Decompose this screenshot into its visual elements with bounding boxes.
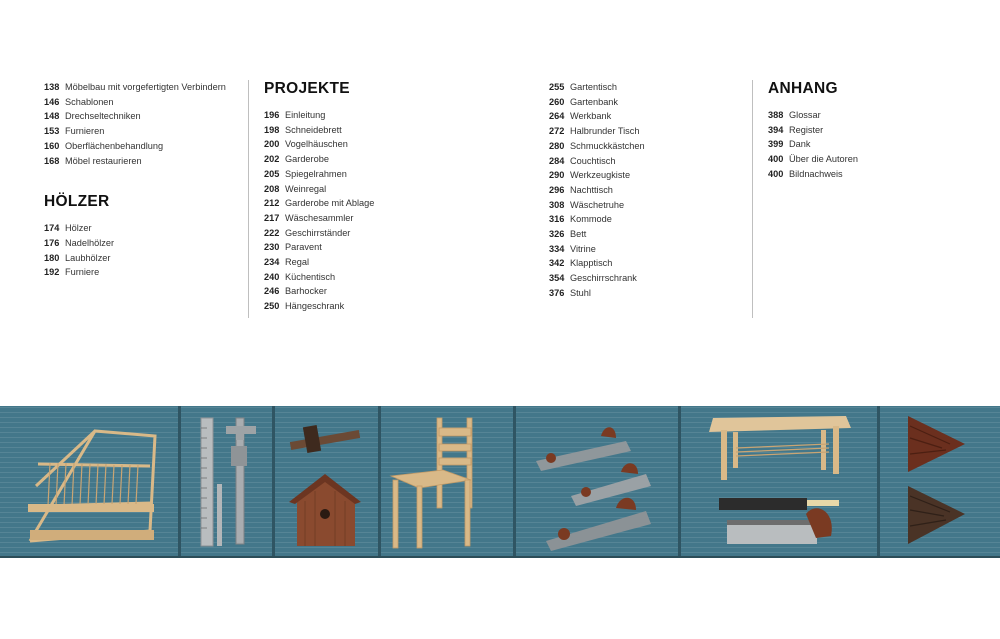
toc-entry[interactable] (44, 265, 239, 280)
toc-page-number: 280 (549, 140, 565, 151)
toc-title: Garderobe (285, 154, 329, 165)
toc-page-number: 153 (44, 126, 60, 137)
toc-title: Halbrunder Tisch (570, 126, 640, 137)
toc-title: Wäschesammler (285, 212, 354, 223)
hand-planes-image (516, 406, 678, 558)
toc-entry[interactable] (264, 299, 494, 314)
toc-page-number: 260 (549, 96, 565, 107)
toc-entry[interactable] (549, 227, 749, 242)
ruler-caliper-illustration (181, 406, 272, 558)
toc-column-intro (44, 80, 239, 280)
toc-entry[interactable] (264, 123, 494, 138)
section-heading-hoelzer: HÖLZER (44, 193, 110, 211)
toc-title: Schneidebrett (285, 124, 342, 135)
toc-title: Geschirrständer (285, 227, 351, 238)
toc-page-number: 400 (768, 154, 784, 165)
toc-page-number: 308 (549, 199, 565, 210)
toc-list-projekte (264, 108, 494, 314)
toc-title: Werkbank (570, 111, 612, 122)
toc-page-number: 255 (549, 82, 565, 92)
toc-entry[interactable] (264, 240, 494, 255)
gauge-birdhouse-illustration (275, 406, 378, 558)
toc-page-number: 342 (549, 258, 565, 269)
toc-page-number: 290 (549, 170, 565, 181)
toc-page-number: 250 (264, 301, 280, 312)
toc-entry[interactable] (768, 108, 968, 123)
toc-title: Kommode (570, 214, 612, 225)
toc-entry[interactable] (44, 109, 239, 124)
hand-planes-illustration (516, 406, 678, 558)
toc-title: Barhocker (285, 286, 327, 297)
toc-page-number: 212 (264, 198, 280, 209)
toc-entry[interactable] (549, 95, 749, 110)
toc-title: Möbel restaurieren (65, 155, 142, 166)
toc-title: Dank (789, 139, 811, 150)
toc-title: Über die Autoren (789, 154, 858, 165)
toc-title: Nachttisch (570, 184, 613, 195)
toc-entry[interactable] (768, 152, 968, 167)
toc-title: Register (789, 124, 824, 135)
toc-page-number: 354 (549, 273, 565, 284)
toc-entry[interactable] (44, 80, 239, 95)
toc-column-projekte-continued (549, 80, 749, 301)
toc-title: Stuhl (570, 287, 591, 298)
toc-entry[interactable] (549, 109, 749, 124)
toc-entry[interactable] (264, 226, 494, 241)
toc-entry[interactable] (549, 242, 749, 257)
toc-entry[interactable] (44, 124, 239, 139)
toc-title: Vogelhäuschen (285, 139, 348, 150)
toc-page-number: 138 (44, 82, 60, 92)
toc-column-projekte (264, 80, 494, 314)
toc-title: Nadelhölzer (65, 237, 115, 248)
chair-illustration (381, 406, 513, 558)
toc-title: Klapptisch (570, 258, 613, 269)
toc-page-number: 192 (44, 267, 60, 278)
toc-entry[interactable] (549, 271, 749, 286)
toc-title: Oberflächenbehandlung (65, 140, 164, 151)
toc-entry[interactable] (264, 284, 494, 299)
toc-entry[interactable] (549, 80, 749, 95)
toc-entry[interactable] (549, 183, 749, 198)
coffee-table-saw-image (681, 406, 877, 558)
toc-page-number: 272 (549, 126, 565, 137)
toc-title: Schmuckkästchen (570, 140, 645, 151)
toc-page-number: 394 (768, 124, 784, 135)
toc-entry[interactable] (44, 251, 239, 266)
toc-page-number: 230 (264, 242, 280, 253)
toc-list-projekte-continued (549, 80, 749, 301)
toc-entry[interactable] (549, 139, 749, 154)
wood-samples-image (880, 406, 1000, 558)
toc-page-number: 388 (768, 110, 784, 120)
toc-title: Laubhölzer (65, 252, 111, 263)
marking-gauge-birdhouse-image (275, 406, 378, 558)
toc-page-number: 168 (44, 155, 60, 166)
toc-title: Möbelbau mit vorgefertigten Verbindern (65, 82, 226, 92)
image-strip (0, 406, 1000, 558)
toc-entry[interactable] (768, 137, 968, 152)
toc-entry[interactable] (264, 167, 494, 182)
toc-title: Garderobe mit Ablage (285, 198, 375, 209)
toc-page-number: 316 (549, 214, 565, 225)
toc-entry[interactable] (549, 124, 749, 139)
toc-title: Wäschetruhe (570, 199, 625, 210)
toc-page-number: 326 (549, 229, 565, 240)
toc-page-number: 296 (549, 184, 565, 195)
toc-page-number: 284 (549, 155, 565, 166)
toc-title: Hängeschrank (285, 301, 345, 312)
section-heading-anhang: ANHANG (768, 80, 838, 97)
toc-title: Furnieren (65, 126, 105, 137)
toc-page-number: 146 (44, 96, 60, 107)
toc-entry[interactable] (549, 286, 749, 301)
toc-page-number: 240 (264, 271, 280, 282)
toc-column-anhang (768, 80, 968, 182)
toc-title: Einleitung (285, 110, 326, 120)
dish-rack-image (0, 406, 178, 558)
toc-title: Hölzer (65, 223, 92, 234)
toc-title: Weinregal (285, 183, 327, 194)
toc-title: Regal (285, 257, 310, 268)
chair-image (381, 406, 513, 558)
toc-page-number: 198 (264, 124, 280, 135)
toc-entry[interactable] (264, 152, 494, 167)
toc-entry[interactable] (549, 154, 749, 169)
toc-entry[interactable] (264, 137, 494, 152)
toc-entry[interactable] (264, 108, 494, 123)
dish-rack-illustration (0, 406, 178, 558)
wood-samples-illustration (880, 406, 1000, 558)
ruler-caliper-image (181, 406, 272, 558)
toc-page-number: 376 (549, 287, 565, 298)
toc-entry[interactable] (549, 256, 749, 271)
toc-entry[interactable] (44, 236, 239, 251)
section-heading-projekte: PROJEKTE (264, 80, 350, 97)
toc-entry[interactable] (44, 95, 239, 110)
toc-page-number: 148 (44, 111, 60, 122)
toc-page-number: 399 (768, 139, 784, 150)
toc-entry[interactable] (549, 198, 749, 213)
toc-page-number: 200 (264, 139, 280, 150)
toc-title: Couchtisch (570, 155, 616, 166)
toc-title: Furniere (65, 267, 100, 278)
toc-page-number: 246 (264, 286, 280, 297)
toc-title: Schablonen (65, 96, 114, 107)
toc-title: Drechseltechniken (65, 111, 141, 122)
toc-title: Gartenbank (570, 96, 619, 107)
toc-page-number: 234 (264, 257, 280, 268)
toc-list-hoelzer (44, 221, 239, 280)
column-divider (248, 80, 249, 318)
toc-page-number: 160 (44, 140, 60, 151)
toc-title: Vitrine (570, 243, 596, 254)
toc-page-number: 205 (264, 168, 280, 179)
toc-entry[interactable] (44, 139, 239, 154)
toc-page-number: 196 (264, 110, 280, 120)
toc-title: Werkzeugkiste (570, 170, 631, 181)
toc-page-number: 176 (44, 237, 60, 248)
toc-title: Bett (570, 229, 587, 240)
toc-page-number: 334 (549, 243, 565, 254)
toc-page-number: 264 (549, 111, 565, 122)
toc-title: Küchentisch (285, 271, 336, 282)
toc-entry[interactable] (264, 182, 494, 197)
toc-page-number: 180 (44, 252, 60, 263)
toc-entry[interactable] (44, 154, 239, 169)
toc-title: Geschirrschrank (570, 273, 637, 284)
strip-bottom-edge (0, 556, 1000, 558)
toc-entry[interactable] (768, 123, 968, 138)
toc-title: Glossar (789, 110, 821, 120)
toc-page-number: 217 (264, 212, 280, 223)
toc-entry[interactable] (264, 196, 494, 211)
column-divider (752, 80, 753, 318)
toc-page-number: 400 (768, 168, 784, 179)
toc-entry[interactable] (768, 167, 968, 182)
toc-title: Spiegelrahmen (285, 168, 347, 179)
toc-entry[interactable] (264, 270, 494, 285)
toc-list-anhang (768, 108, 968, 182)
toc-page-number: 174 (44, 223, 60, 234)
toc-entry[interactable] (264, 255, 494, 270)
toc-list-intro (44, 80, 239, 168)
table-saw-illustration (681, 406, 877, 558)
toc-title: Paravent (285, 242, 322, 253)
toc-page-number: 222 (264, 227, 280, 238)
toc-title: Bildnachweis (789, 168, 843, 179)
toc-entry[interactable] (44, 221, 239, 236)
toc-entry[interactable] (549, 212, 749, 227)
toc-page-number: 202 (264, 154, 280, 165)
toc-entry[interactable] (549, 168, 749, 183)
toc-title: Gartentisch (570, 82, 617, 92)
toc-entry[interactable] (264, 211, 494, 226)
toc-page-number: 208 (264, 183, 280, 194)
